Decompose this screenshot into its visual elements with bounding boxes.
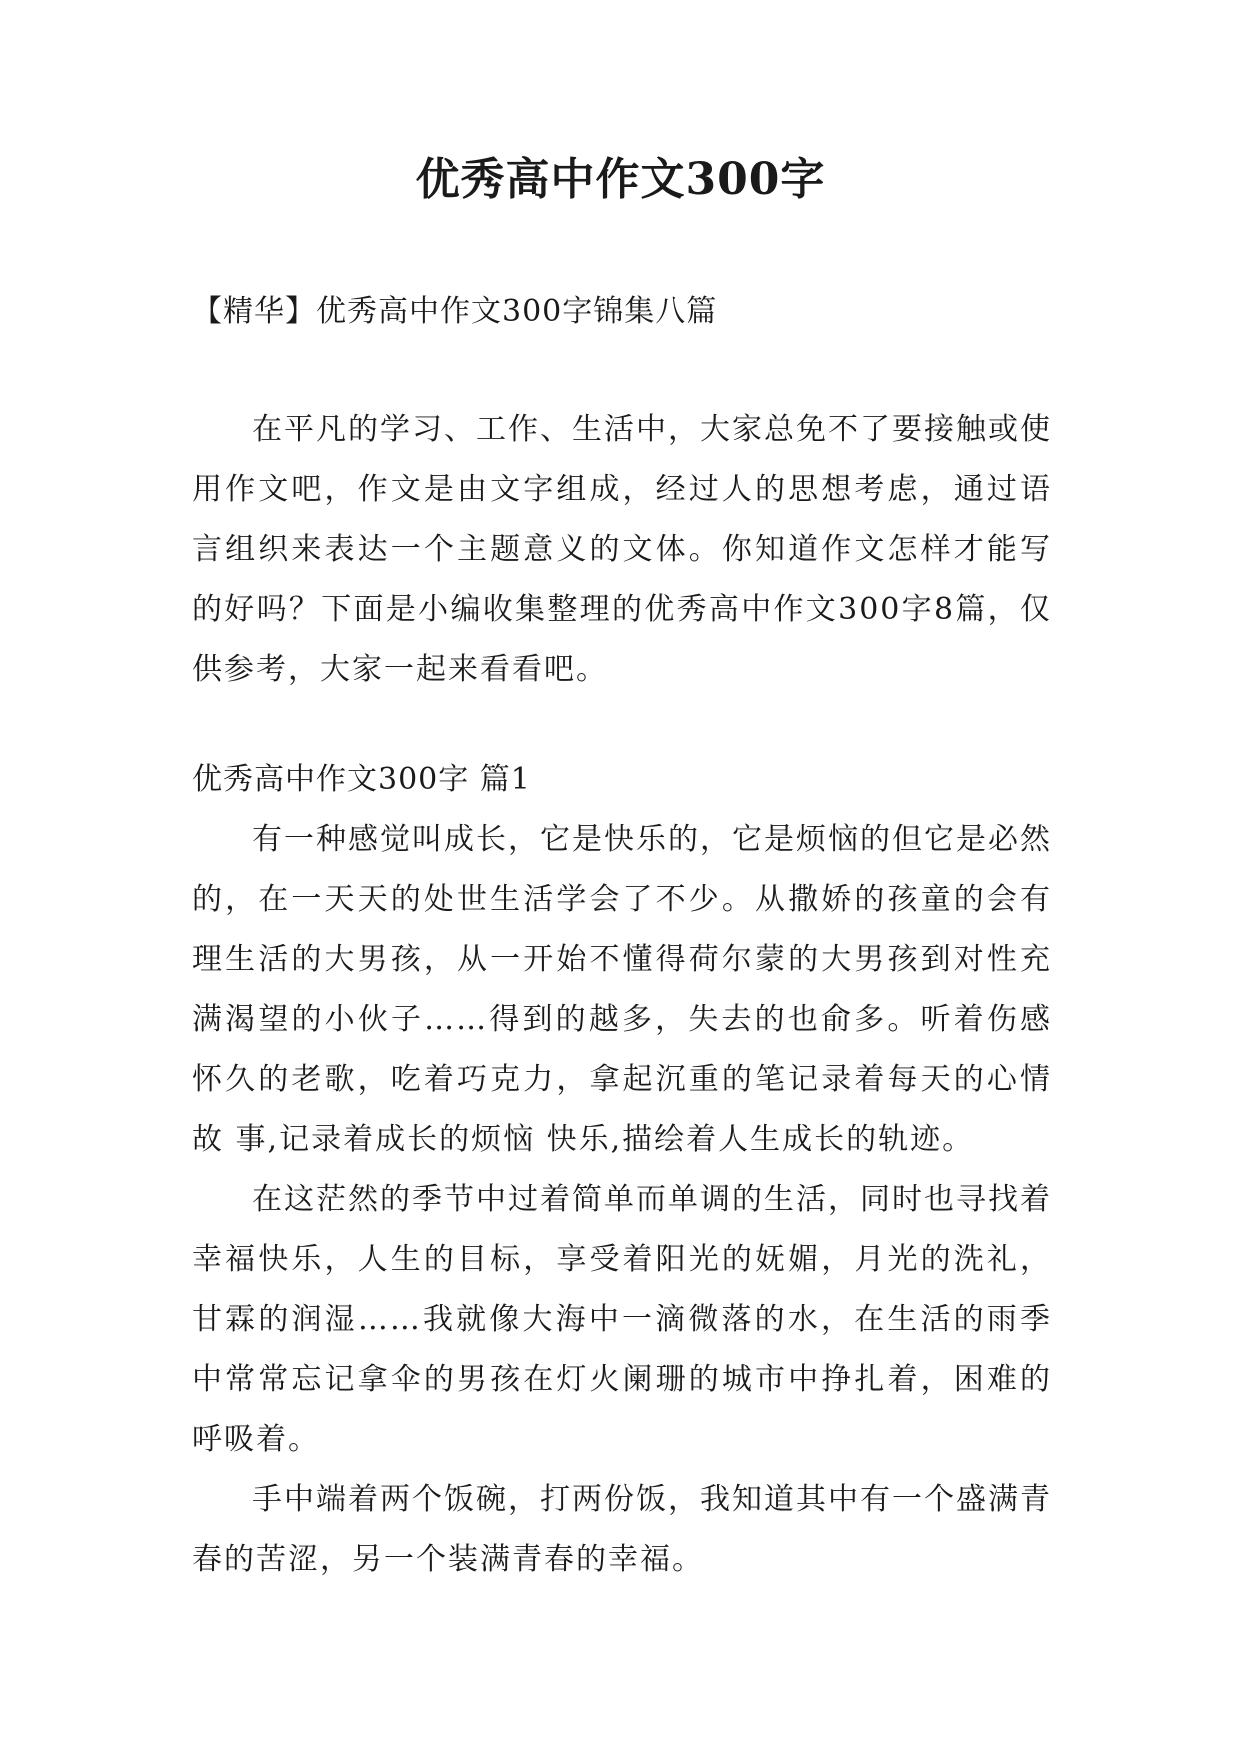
document-subtitle: 【精华】优秀高中作文300字锦集八篇 [192, 294, 718, 329]
document-title: 优秀高中作文300字 [415, 154, 826, 205]
intro-paragraph: 在平凡的学习、工作、生活中，大家总免不了要接触或使用作文吧，作文是由文字组成，经过人的思想考虑，通过语言组织来表达一个主题意义的文体。你知道作文怎样才能写的好吗？下面是小编收集整理的优秀高中作文300字8篇，仅供参考，大家一起来看看吧。 [192, 412, 1052, 687]
essay-body [192, 810, 1052, 1590]
essay-paragraph-2: 在这茫然的季节中过着简单而单调的生活，同时也寻找着幸福快乐，人生的目标，享受着阳光的妩媚，月光的洗礼，甘霖的润湿……我就像大海中一滴微落的水，在生活的雨季中常常忘记拿伞的男孩在灯火阑珊的城市中挣扎着，困难的呼吸着。 [192, 1182, 1052, 1457]
essay-paragraph-1: 有一种感觉叫成长，它是快乐的，它是烦恼的但它是必然的，在一天天的处世生活学会了不少。从撒娇的孩童的会有理生活的大男孩，从一开始不懂得荷尔蒙的大男孩到对性充满渴望的小伙子……得到的越多，失去的也俞多。听着伤感怀久的老歌，吃着巧克力，拿起沉重的笔记录着每天的心情故 事,记录着成长的烦恼 快乐,描绘着人生成长的轨迹。 [192, 822, 1052, 1157]
essay-paragraph-3: 手中端着两个饭碗，打两份饭，我知道其中有一个盛满青春的苦涩，另一个装满青春的幸福。 [192, 1482, 1052, 1577]
section-heading: 优秀高中作文300字 篇1 [192, 762, 531, 797]
intro-section [192, 400, 1052, 700]
